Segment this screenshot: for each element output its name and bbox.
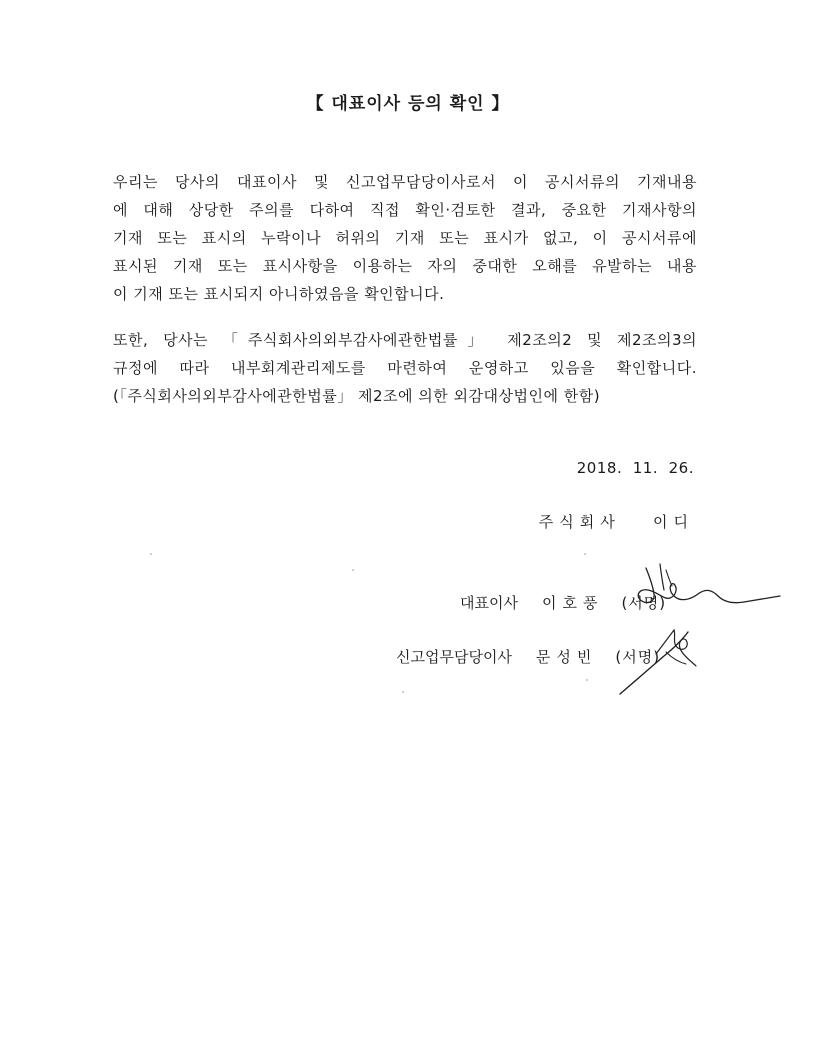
signatory-role: 신고업무담당이사 (396, 648, 512, 666)
signatory-role: 대표이사 (460, 594, 518, 612)
signatory-name: 이호풍 (541, 594, 604, 612)
paragraph-line: 기재 또는 표시의 누락이나 허위의 기재 또는 표시가 없고, 이 공시서류에 (113, 229, 697, 247)
signatory-name: 문성빈 (535, 648, 598, 666)
paragraph-line: 표시된 기재 또는 표시사항을 이용하는 자의 중대한 오해를 유발하는 내용 (113, 257, 697, 275)
signature-mark: (서명) (621, 594, 667, 612)
ceo-signature-row (460, 592, 666, 613)
document-date: 2018. 11. 26. (576, 459, 694, 477)
confirmation-paragraph (113, 168, 697, 308)
paragraph-line: 또한, 당사는 「주식회사의외부감사에관한법률」 제2조의2 및 제2조의3의 (113, 331, 697, 349)
paragraph-line: 이 기재 또는 표시되지 아니하였음을 확인합니다. (113, 285, 445, 303)
paragraph-line: 규정에 따라 내부회계관리제도를 마련하여 운영하고 있음을 확인합니다. (113, 359, 697, 377)
scan-speck (402, 691, 404, 693)
scan-speck (352, 569, 354, 571)
reporting-officer-signature-row (396, 646, 660, 667)
document-title: 【 대표이사 등의 확인 】 (306, 94, 510, 114)
scan-speck (150, 553, 152, 555)
scan-speck (586, 679, 588, 681)
signature-mark: (서명) (615, 648, 661, 666)
paragraph-line: 우리는 당사의 대표이사 및 신고업무담당이사로서 이 공시서류의 기재내용 (113, 173, 697, 191)
paragraph-line: (「주식회사의외부감사에관한법률」 제2조에 의한 외감대상법인에 한함) (113, 387, 601, 405)
company-name: 주식회사 이디 (538, 513, 694, 531)
scan-speck (584, 553, 586, 555)
paragraph-line: 에 대해 상당한 주의를 다하여 직접 확인·검토한 결과, 중요한 기재사항의 (113, 201, 697, 219)
internal-control-paragraph (113, 326, 697, 410)
